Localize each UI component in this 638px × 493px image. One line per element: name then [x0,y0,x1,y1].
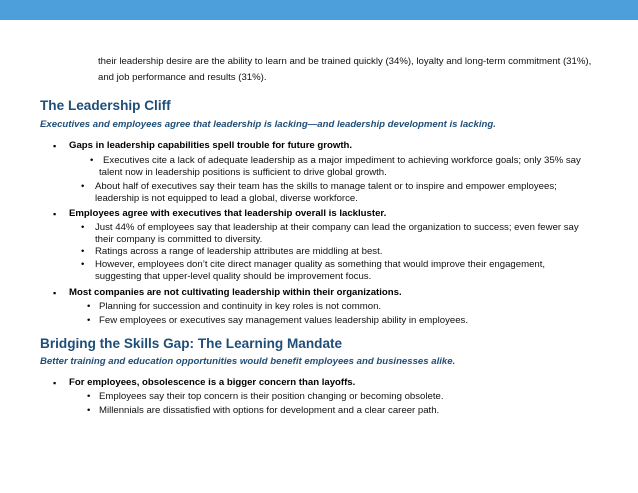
section-subtitle-leadership-cliff: Executives and employees agree that leadership is lacking—and leadership development is lacking. [40,119,496,130]
sub-bullet-text: Executives cite a lack of adequate leadership as a major impediment to achieving workforce goals; only 35% say [103,155,581,166]
round-bullet-icon: • [81,222,85,233]
sub-bullet-text: Few employees or executives say management values leadership ability in employees. [99,315,469,326]
section-subtitle-skills-gap: Better training and education opportunities would benefit employees and businesses alike. [40,356,456,367]
bullet-heading: For employees, obsolescence is a bigger concern than layoffs. [69,377,356,388]
round-bullet-icon: • [90,155,94,166]
sub-bullet-text: However, employees don’t cite direct manager quality as something that would improve their engagement, [95,259,546,270]
round-bullet-icon: • [81,246,85,257]
round-bullet-icon: • [81,259,85,270]
sub-bullet-text: Planning for succession and continuity in key roles is not common. [99,301,382,312]
sub-bullet-text: Millennials are dissatisfied with options for development and a clear career path. [99,405,440,416]
round-bullet-icon: • [87,391,91,402]
square-bullet-icon: ▪ [53,141,57,151]
intro-line-2: and job performance and results (31%). [98,72,267,83]
sub-bullet-text: suggesting that upper-level quality should be improvement focus. [95,271,372,282]
square-bullet-icon: ▪ [53,209,57,219]
top-accent-bar [0,0,638,20]
round-bullet-icon: • [87,301,91,312]
round-bullet-icon: • [87,315,91,326]
intro-line-1: their leadership desire are the ability to learn and be trained quickly (34%), loyalty and long-term commitment (31%), [98,56,592,67]
round-bullet-icon: • [81,181,85,192]
sub-bullet-text: Employees say their top concern is their position changing or becoming obsolete. [99,391,444,402]
section-title-leadership-cliff: The Leadership Cliff [40,98,171,113]
bullet-heading: Gaps in leadership capabilities spell trouble for future growth. [69,140,353,151]
sub-bullet-text: Ratings across a range of leadership attributes are middling at best. [95,246,383,257]
bullet-heading: Employees agree with executives that leadership overall is lackluster. [69,208,387,219]
sub-bullet-text: talent now in leadership positions is sufficient to drive global growth. [99,167,387,178]
square-bullet-icon: ▪ [53,378,57,388]
sub-bullet-text: Just 44% of employees say that leadership at their company can lead the organization to success; even fewer say [95,222,579,233]
round-bullet-icon: • [87,405,91,416]
sub-bullet-text: About half of executives say their team has the skills to manage talent or to inspire and empower employees; [95,181,557,192]
sub-bullet-text: leadership is not equipped to lead a global, diverse workforce. [95,193,358,204]
bullet-heading: Most companies are not cultivating leadership within their organizations. [69,287,402,298]
section-title-skills-gap: Bridging the Skills Gap: The Learning Mandate [40,336,343,351]
square-bullet-icon: ▪ [53,288,57,298]
sub-bullet-text: their company is committed to diversity. [95,234,263,245]
